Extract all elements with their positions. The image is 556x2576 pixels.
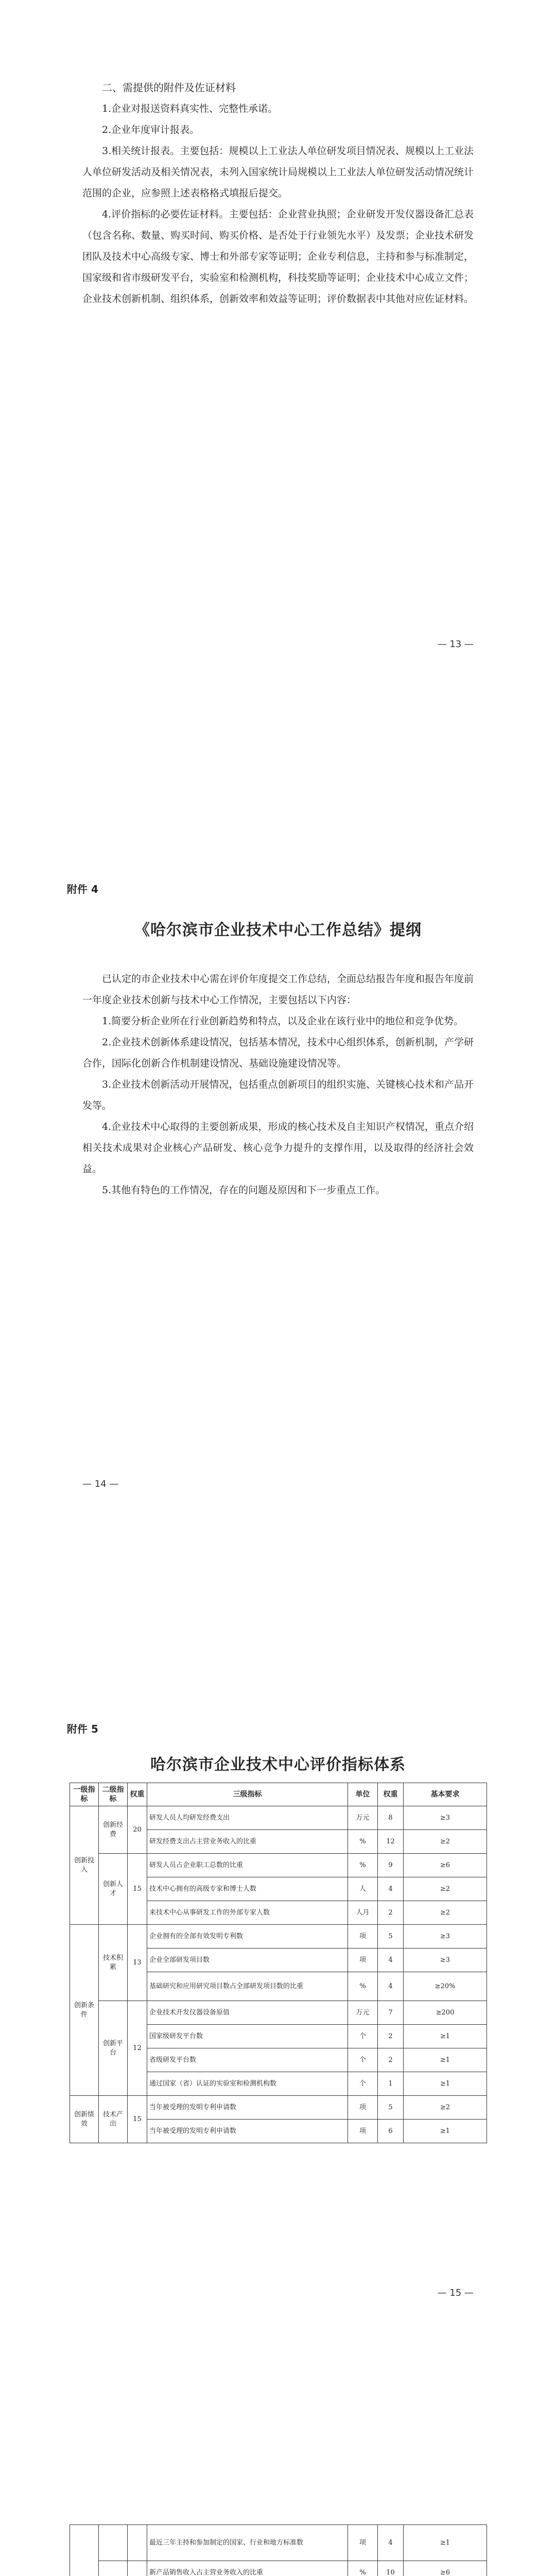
indicator-weight: 5 bbox=[378, 1925, 404, 1948]
paragraph: 1.简要分析企业所在行业创新趋势和特点，以及企业在该行业中的地位和竞争优势。 bbox=[102, 1015, 464, 1027]
indicator-weight: 4 bbox=[378, 1877, 404, 1901]
header-l3: 三级指标 bbox=[147, 1783, 348, 1806]
level2-weight bbox=[128, 2561, 147, 2576]
header-l2: 二级指标 bbox=[99, 1783, 128, 1806]
header-requirement: 基本要求 bbox=[404, 1783, 487, 1806]
indicator-name: 企业技术开发仪器设备原值 bbox=[147, 2001, 348, 2025]
indicator-name: 技术中心拥有的高级专家和博士人数 bbox=[147, 1877, 348, 1901]
level2-cell: 技术积累 bbox=[99, 1925, 128, 2001]
indicator-name: 通过国家（省）认证的实验室和检测机构数 bbox=[147, 2072, 348, 2096]
document-title: 哈尔滨市企业技术中心评价指标体系 bbox=[150, 1756, 406, 1774]
indicator-unit: 个 bbox=[348, 2025, 378, 2048]
indicator-name: 企业全部研发项目数 bbox=[147, 1948, 348, 1972]
level2-weight: 12 bbox=[128, 2001, 147, 2096]
indicator-table bbox=[70, 1783, 487, 2143]
page-14 bbox=[0, 711, 556, 1546]
indicator-name: 来技术中心从事研发工作的外部专家人数 bbox=[147, 1901, 348, 1925]
level1-cell-continued bbox=[70, 2525, 99, 2576]
indicator-name: 研发人员人均研发经费支出 bbox=[147, 1806, 348, 1830]
level2-cell: 创新平台 bbox=[99, 2001, 128, 2096]
table-header-row bbox=[70, 1783, 487, 1806]
list-item: 3.相关统计报表。主要包括：规模以上工业法人单位研发项目情况表、规模以上工业法人单位研发活动及相关情况表，未列入国家统计局规模以上工业法人单位研发活动情况统计范围的企业，应参照上述表格格式填报后提交。 bbox=[82, 145, 474, 199]
page-number: — 14 — bbox=[82, 1479, 119, 1489]
indicator-name: 新产品销售收入占主营业务收入的比重 bbox=[147, 2561, 348, 2576]
annex-label: 附件 4 bbox=[67, 883, 98, 895]
indicator-weight: 4 bbox=[378, 1972, 404, 2001]
page-16 bbox=[0, 2349, 556, 2576]
document-title: 《哈尔滨市企业技术中心工作总结》提纲 bbox=[134, 921, 422, 939]
indicator-requirement: ≥1 bbox=[404, 2025, 487, 2048]
table-row bbox=[70, 1854, 487, 1877]
level2-cell: 技术产出 bbox=[99, 2096, 128, 2143]
indicator-weight: 7 bbox=[378, 2001, 404, 2025]
indicator-unit: % bbox=[348, 1854, 378, 1877]
level2-weight: 20 bbox=[128, 1806, 147, 1854]
table-row bbox=[70, 1806, 487, 1830]
table-row bbox=[70, 2561, 487, 2576]
indicator-requirement: ≥1 bbox=[404, 2048, 487, 2072]
indicator-weight: 10 bbox=[378, 2561, 404, 2576]
indicator-unit: 项 bbox=[348, 2525, 378, 2561]
indicator-requirement: ≥2 bbox=[404, 1877, 487, 1901]
indicator-requirement: ≥1 bbox=[404, 2072, 487, 2096]
table-row bbox=[70, 2001, 487, 2025]
indicator-unit: % bbox=[348, 2561, 378, 2576]
paragraph: 2.企业技术创新体系建设情况，包括基本情况，技术中心组织体系，创新机制，产学研合作，国际化创新合作机制建设情况、基础设施建设情况等。 bbox=[82, 1037, 474, 1069]
indicator-unit: 个 bbox=[348, 2072, 378, 2096]
indicator-unit: 人月 bbox=[348, 1901, 378, 1925]
indicator-requirement: ≥1 bbox=[404, 2120, 487, 2143]
indicator-name: 研发经费支出占主营业务收入的比重 bbox=[147, 1830, 348, 1854]
header-unit: 单位 bbox=[348, 1783, 378, 1806]
level2-weight: 15 bbox=[128, 1854, 147, 1925]
indicator-requirement: ≥1 bbox=[404, 2525, 487, 2561]
indicator-requirement: ≥2 bbox=[404, 2096, 487, 2120]
level2-cell: 创新经费 bbox=[99, 1806, 128, 1854]
indicator-weight: 4 bbox=[378, 1948, 404, 1972]
indicator-weight: 2 bbox=[378, 1901, 404, 1925]
indicator-weight: 5 bbox=[378, 2096, 404, 2120]
page-number: — 13 — bbox=[437, 639, 474, 650]
indicator-weight: 12 bbox=[378, 1830, 404, 1854]
level1-cell: 创新投入 bbox=[70, 1806, 99, 1925]
indicator-unit: % bbox=[348, 1972, 378, 2001]
level2-weight: 13 bbox=[128, 1925, 147, 2001]
indicator-weight: 1 bbox=[378, 2072, 404, 2096]
paragraph: 5.其他有特色的工作情况，存在的问题及原因和下一步重点工作。 bbox=[102, 1184, 386, 1196]
indicator-requirement: ≥2 bbox=[404, 1830, 487, 1854]
table-row bbox=[70, 2096, 487, 2120]
table-row bbox=[70, 1925, 487, 1948]
level2-cell bbox=[99, 2561, 128, 2576]
indicator-table-continued bbox=[70, 2524, 487, 2576]
table-row bbox=[70, 2525, 487, 2561]
indicator-requirement: ≥6 bbox=[404, 2561, 487, 2576]
indicator-unit: 项 bbox=[348, 2120, 378, 2143]
indicator-name: 企业拥有的全部有效发明专利数 bbox=[147, 1925, 348, 1948]
level2-cell-continued bbox=[99, 2525, 128, 2561]
level1-cell: 创新条件 bbox=[70, 1925, 99, 2096]
indicator-unit: 项 bbox=[348, 1925, 378, 1948]
annex-label: 附件 5 bbox=[67, 1723, 98, 1735]
list-item: 4.评价指标的必要佐证材料。主要包括：企业营业执照；企业研发开发仪器设备汇总表（包含名称、数量、购买时间、购买价格、是否处于行业领先水平）及发票；企业技术研发团队及技术中心高级专家、博士和外部专家等证明；企业专利信息，主持和参与标准制定，国家级和省市级研发平台，实验室和检测机构，科技奖励等证明；企业技术中心成立文件；企业技术创新机制、组织体系，创新效率和效益等证明；评价数据表中其他对应佐证材料。 bbox=[82, 209, 474, 304]
indicator-name: 当年被受理的发明专利申请数 bbox=[147, 2096, 348, 2120]
indicator-unit: 人 bbox=[348, 1877, 378, 1901]
level2-weight: 15 bbox=[128, 2096, 147, 2143]
indicator-requirement: ≥3 bbox=[404, 1925, 487, 1948]
level2-weight-continued bbox=[128, 2525, 147, 2561]
indicator-requirement: ≥6 bbox=[404, 1854, 487, 1877]
indicator-name: 研发人员占企业职工总数的比重 bbox=[147, 1854, 348, 1877]
indicator-requirement: ≥2 bbox=[404, 1901, 487, 1925]
indicator-requirement: ≥3 bbox=[404, 1806, 487, 1830]
indicator-unit: 项 bbox=[348, 2096, 378, 2120]
level2-cell: 创新人才 bbox=[99, 1854, 128, 1925]
indicator-weight: 8 bbox=[378, 1806, 404, 1830]
indicator-unit: % bbox=[348, 1830, 378, 1854]
level1-cell: 创新绩效 bbox=[70, 2096, 99, 2143]
indicator-weight: 2 bbox=[378, 2048, 404, 2072]
indicator-name: 基础研究和应用研究项目数占全部研发项目数的比重 bbox=[147, 1972, 348, 2001]
indicator-unit: 万元 bbox=[348, 2001, 378, 2025]
indicator-name: 省级研发平台数 bbox=[147, 2048, 348, 2072]
indicator-weight: 2 bbox=[378, 2025, 404, 2048]
page-13 bbox=[0, 0, 556, 711]
paragraph: 3.企业技术创新活动开展情况，包括重点创新项目的组织实施、关键核心技术和产品开发等。 bbox=[82, 1079, 474, 1111]
list-item: 2.企业年度审计报表。 bbox=[102, 124, 200, 135]
indicator-weight: 6 bbox=[378, 2120, 404, 2143]
header-weight-2: 权重 bbox=[378, 1783, 404, 1806]
page-15 bbox=[0, 1546, 556, 2349]
page-number: — 15 — bbox=[437, 2287, 474, 2298]
list-item: 1.企业对报送资料真实性、完整性承诺。 bbox=[102, 103, 278, 114]
indicator-unit: 万元 bbox=[348, 1806, 378, 1830]
indicator-name: 最近三年主持和参加制定的国家、行业和地方标准数 bbox=[147, 2525, 348, 2561]
paragraph: 4.企业技术中心取得的主要创新成果，形成的核心技术及自主知识产权情况，重点介绍相关技术成果对企业核心产品研发、核心竞争力提升的支撑作用，以及取得的经济社会效益。 bbox=[82, 1121, 474, 1175]
paragraph: 已认定的市企业技术中心需在评价年度提交工作总结，全面总结报告年度和报告年度前一年度企业技术创新与技术中心工作情况，主要包括以下内容： bbox=[82, 973, 474, 1006]
indicator-unit: 个 bbox=[348, 2048, 378, 2072]
indicator-requirement: ≥3 bbox=[404, 1948, 487, 1972]
indicator-requirement: ≥200 bbox=[404, 2001, 487, 2025]
indicator-name: 国家级研发平台数 bbox=[147, 2025, 348, 2048]
header-l1: 一级指标 bbox=[70, 1783, 99, 1806]
indicator-unit: 项 bbox=[348, 1948, 378, 1972]
header-weight: 权重 bbox=[128, 1783, 147, 1806]
section-heading: 二、需提供的附件及佐证材料 bbox=[102, 81, 236, 94]
indicator-weight: 9 bbox=[378, 1854, 404, 1877]
indicator-name: 当年被受理的发明专利申请数 bbox=[147, 2120, 348, 2143]
indicator-weight: 4 bbox=[378, 2525, 404, 2561]
indicator-requirement: ≥20% bbox=[404, 1972, 487, 2001]
